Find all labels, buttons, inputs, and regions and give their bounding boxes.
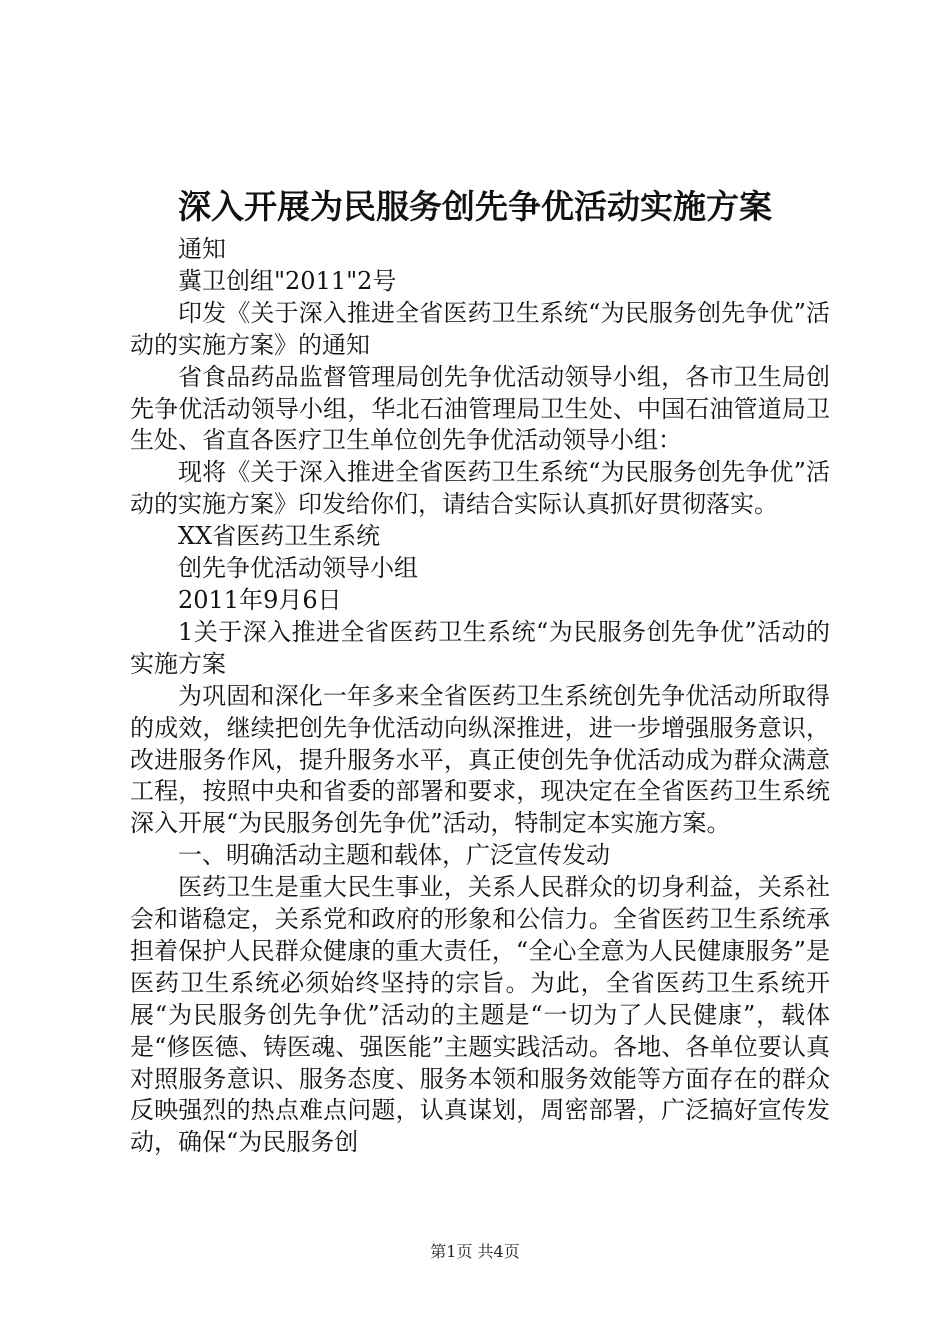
paragraph-instruction: 现将《关于深入推进全省医药卫生系统“为民服务创先争优”活动的实施方案》印发给你们，请结合实际认真抓好贯彻落实。 <box>130 458 830 519</box>
page-footer: 第1页 共4页 <box>430 1242 520 1261</box>
paragraph-plan-title: 1关于深入推进全省医药卫生系统“为民服务创先争优”活动的实施方案 <box>130 617 830 678</box>
paragraph-notice: 通知 <box>178 235 226 263</box>
paragraph-doc-number: 冀卫创组"2011"2号 <box>178 266 397 295</box>
paragraph-date: 2011年9月6日 <box>178 585 342 614</box>
document-body <box>130 234 830 1159</box>
paragraph-recipients: 省食品药品监督管理局创先争优活动领导小组，各市卫生局创先争优活动领导小组，华北石油管理局卫生处、中国石油管道局卫生处、省直各医疗卫生单位创先争优活动领导小组： <box>130 362 830 455</box>
paragraph-section-1: 医药卫生是重大民生事业，关系人民群众的切身利益，关系社会和谐稳定，关系党和政府的形象和公信力。全省医药卫生系统承担着保护人民群众健康的重大责任，“全心全意为人民健康服务”是医药卫生系统必须始终坚持的宗旨。为此，全省医药卫生系统开展“为民服务创先争优”活动的主题是“一切为了人民健康”，载体是“修医德、铸医魂、强医能”主题实践活动。各地、各单位要认真对照服务意识、服务态度、服务本领和服务效能等方面存在的群众反映强烈的热点难点问题，认真谋划，周密部署，广泛搞好宣传发动，确保“为民服务创 <box>130 873 830 1157</box>
paragraph-issuer-1: XX省医药卫生系统 <box>178 522 381 551</box>
section-heading-1: 一、明确活动主题和载体，广泛宣传发动 <box>178 841 610 870</box>
paragraph-intro: 为巩固和深化一年多来全省医药卫生系统创先争优活动所取得的成效，继续把创先争优活动向纵深推进，进一步增强服务意识，改进服务作风，提升服务水平，真正使创先争优活动成为群众满意工程，按照中央和省委的部署和要求，现决定在全省医药卫生系统深入开展“为民服务创先争优”活动，特制定本实施方案。 <box>130 681 830 838</box>
paragraph-subject: 印发《关于深入推进全省医药卫生系统“为民服务创先争优”活动的实施方案》的通知 <box>130 298 830 359</box>
paragraph-issuer-2: 创先争优活动领导小组 <box>178 554 418 583</box>
document-title: 深入开展为民服务创先争优活动实施方案 <box>178 187 772 226</box>
